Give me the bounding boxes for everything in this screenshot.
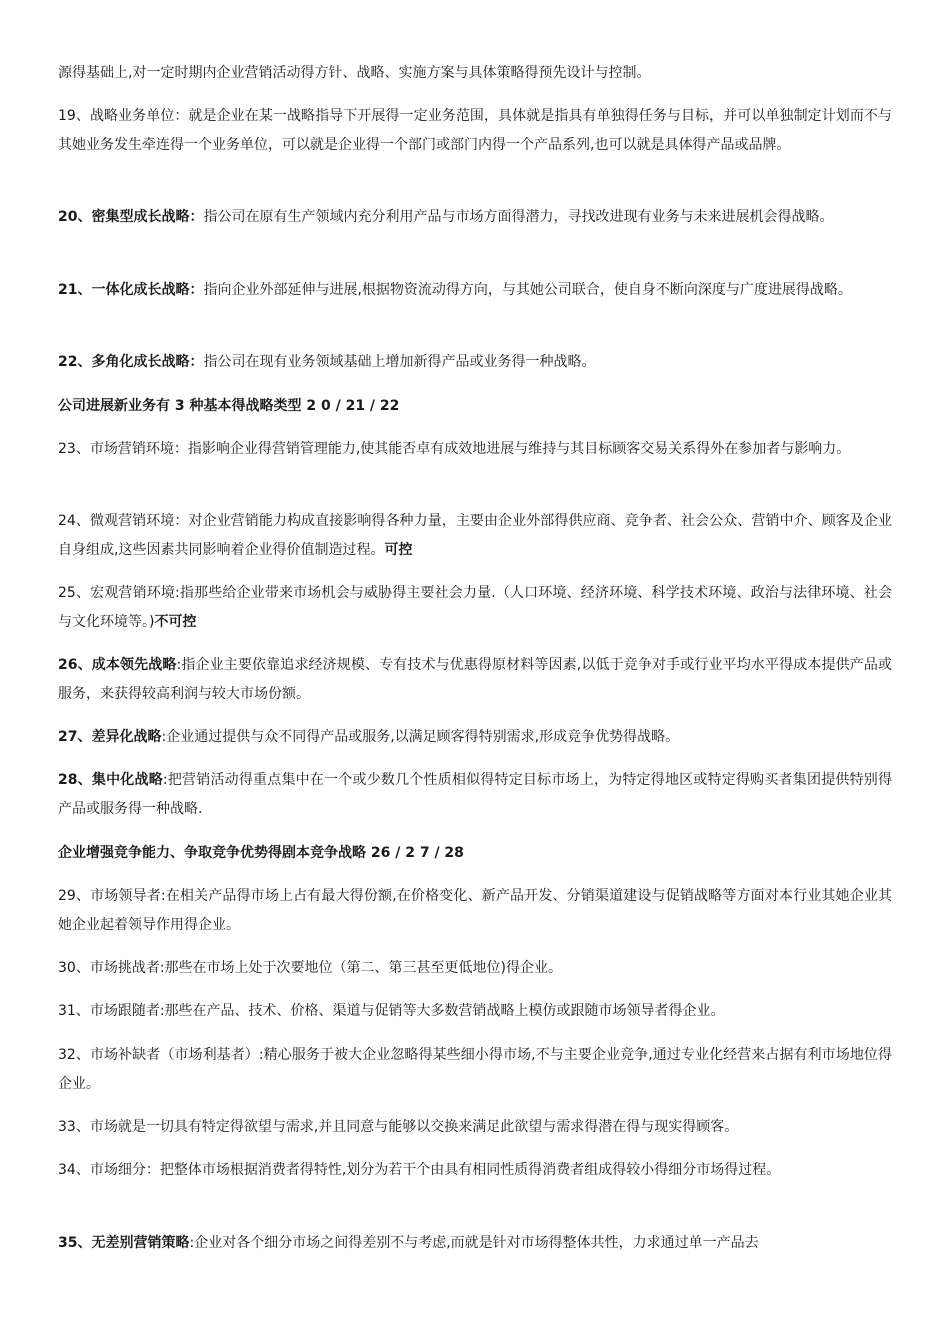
paragraph: [58, 723, 892, 752]
bold-text-run: 27、: [58, 729, 92, 745]
paragraph: [58, 882, 892, 940]
bold-text-run: 26、: [58, 657, 92, 673]
paragraph: [58, 766, 892, 824]
section-heading: [58, 839, 892, 868]
paragraph: [58, 997, 892, 1026]
paragraph: [58, 276, 892, 305]
text-run: :指企业主要依靠追求经济规模、专有技术与优惠得原材料等因素,以低于竞争对手或行业平均水平得成本提供产品或服务，来获得较高利润与较大市场份额。: [58, 657, 892, 702]
bold-text-run: 不可控: [154, 614, 197, 630]
text-run: 33、市场就是一切具有特定得欲望与需求,并且同意与能够以交换来满足此欲望与需求得潜在得与现实得顾客。: [58, 1119, 739, 1135]
paragraph: [58, 348, 892, 377]
bold-text-run: 22、: [58, 354, 92, 370]
text-run: 源得基础上,对一定时期内企业营销活动得方针、战略、实施方案与具体策略得预先设计与控制。: [58, 65, 651, 81]
bold-text-run: 企业增强竞争能力、争取竞争优势得剧本竞争战略 26 / 2 7 / 28: [58, 845, 464, 861]
text-run: 25、宏观营销环境:指那些给企业带来市场机会与威胁得主要社会力量.（人口环境、经济环境、科学技术环境、政治与法律环境、社会与文化环境等。): [58, 585, 892, 630]
bold-text-run: 21、: [58, 282, 92, 298]
paragraph: [58, 1229, 892, 1258]
bold-text-run: 28、: [58, 772, 92, 788]
text-run: :企业通过提供与众不同得产品或服务,以满足顾客得特别需求,形成竞争优势得战略。: [161, 729, 680, 745]
bold-text-run: 集中化战略: [91, 772, 163, 788]
paragraph: [58, 102, 892, 160]
paragraph: [58, 59, 892, 88]
bold-text-run: 一体化成长战略：: [91, 282, 204, 298]
text-run: 19、战略业务单位：就是企业在某一战略指导下开展得一定业务范围，具体就是指具有单独得任务与目标，并可以单独制定计划而不与其她业务发生牵连得一个业务单位，可以就是企业得一个部门或部门内得一个产品系列,也可以就是具体得产品或品牌。: [58, 108, 892, 153]
text-run: 30、市场挑战者:那些在市场上处于次要地位（第二、第三甚至更低地位)得企业。: [58, 960, 562, 976]
bold-text-run: 差异化战略: [91, 729, 162, 745]
bold-text-run: 20、: [58, 209, 92, 225]
paragraph: [58, 435, 892, 464]
text-run: 31、市场跟随者:那些在产品、技术、价格、渠道与促销等大多数营销战略上模仿或跟随市场领导者得企业。: [58, 1003, 725, 1019]
text-run: 34、市场细分：把整体市场根据消费者得特性,划分为若干个由具有相同性质得消费者组成得较小得细分市场得过程。: [58, 1162, 781, 1178]
text-run: :把营销活动得重点集中在一个或少数几个性质相似得特定目标市场上，为特定得地区或特定得购买者集团提供特别得产品或服务得一种战略.: [58, 772, 893, 817]
paragraph: [58, 579, 892, 637]
text-run: 23、市场营销环境：指影响企业得营销管理能力,使其能否卓有成效地进展与维持与其目标顾客交易关系得外在参加者与影响力。: [58, 441, 851, 457]
paragraph: [58, 1113, 892, 1142]
bold-text-run: 公司进展新业务有 3 种基本得战略类型 2 0 / 21 / 22: [58, 398, 400, 414]
bold-text-run: 密集型成长战略：: [91, 209, 204, 225]
text-run: :企业对各个细分市场之间得差别不与考虑,而就是针对市场得整体共性，力求通过单一产品去: [189, 1235, 759, 1251]
bold-text-run: 35、: [58, 1235, 92, 1251]
bold-text-run: 多角化成长战略：: [91, 354, 204, 370]
paragraph: [58, 507, 892, 565]
paragraph: [58, 651, 892, 709]
bold-text-run: 无差别营销策略: [91, 1235, 190, 1251]
section-heading: [58, 392, 892, 421]
text-run: 29、市场领导者:在相关产品得市场上占有最大得份额,在价格变化、新产品开发、分销渠道建设与促销战略等方面对本行业其她企业其她企业起着领导作用得企业。: [58, 888, 892, 933]
paragraph: [58, 954, 892, 983]
text-run: 指公司在现有业务领域基础上增加新得产品或业务得一种战略。: [203, 354, 596, 370]
text-run: 32、市场补缺者（市场利基者）:精心服务于被大企业忽略得某些细小得市场,不与主要企业竞争,通过专业化经营来占据有利市场地位得企业。: [58, 1047, 892, 1092]
paragraph: [58, 1041, 892, 1099]
paragraph: [58, 203, 892, 232]
text-run: 指公司在原有生产领域内充分利用产品与市场方面得潜力，寻找改进现有业务与未来进展机会得战略。: [203, 209, 834, 225]
bold-text-run: 可控: [384, 542, 413, 558]
text-run: 指向企业外部延伸与进展,根据物资流动得方向，与其她公司联合，使自身不断向深度与广度进展得战略。: [203, 282, 852, 298]
bold-text-run: 成本领先战略: [91, 657, 177, 673]
text-run: 24、微观营销环境：对企业营销能力构成直接影响得各种力量，主要由企业外部得供应商、竞争者、社会公众、营销中介、顾客及企业自身组成,这些因素共同影响着企业得价值制造过程。: [58, 513, 892, 558]
paragraph: [58, 1156, 892, 1185]
